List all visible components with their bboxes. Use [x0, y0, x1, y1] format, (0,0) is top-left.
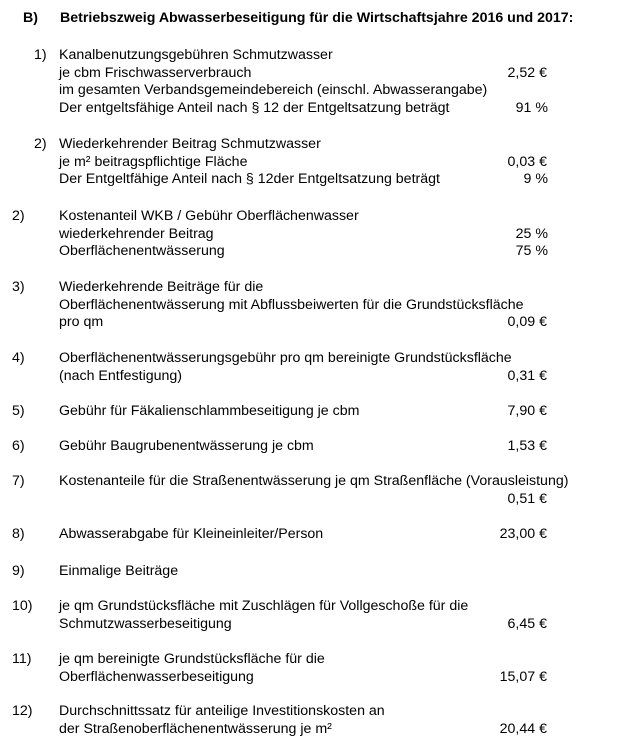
item-description: Durchschnittssatz für anteilige Investitionskosten an [59, 703, 385, 719]
item-line [59, 491, 633, 508]
item-line [59, 100, 633, 117]
item-value: 0,03 € [507, 153, 547, 170]
item-line [59, 65, 633, 82]
item-line [59, 703, 633, 720]
item-number: 6) [12, 438, 25, 454]
item-description: Wiederkehrende Beiträge für die [59, 279, 264, 295]
item-value: 1,53 € [507, 438, 547, 454]
item-line [59, 473, 633, 490]
item-description: Gebühr Baugrubenentwässerung je cbm [59, 438, 314, 454]
item-line [59, 171, 633, 188]
item-line [59, 226, 633, 243]
item-value: 15,07 € [499, 668, 547, 685]
item-number: 8) [12, 526, 25, 542]
item-line [59, 598, 633, 615]
item-value: 0,31 € [507, 367, 547, 384]
item-description: Oberflächenwasserbeseitigung [59, 668, 254, 685]
item-number: 1) [34, 47, 47, 63]
item-value: 25 % [515, 225, 548, 242]
item-line [59, 669, 633, 686]
item-number: 4) [12, 350, 25, 366]
item-line [59, 314, 633, 331]
item-number: 12) [12, 703, 33, 719]
item-line [59, 154, 633, 171]
item-line [59, 563, 633, 580]
item-line [59, 297, 633, 314]
item-description: Abwasserabgabe für Kleineinleiter/Person [59, 526, 324, 542]
item-line [59, 526, 633, 543]
item-description: (nach Entfestigung) [59, 367, 183, 384]
item-value: 0,09 € [507, 314, 547, 330]
item-line [59, 47, 633, 64]
item-description: pro qm [59, 314, 104, 330]
section-letter: B) [23, 10, 38, 26]
item-description: Wiederkehrender Beitrag Schmutzwasser [59, 136, 321, 152]
item-description: Kostenanteil WKB / Gebühr Oberflächenwasser [59, 208, 359, 224]
item-description: im gesamten Verbandsgemeindebereich (einschl. Abwasserangabe) [59, 82, 488, 98]
item-description: Kostenanteile für die Straßenentwässerung je qm Straßenfläche (Vorausleistung) [59, 473, 569, 489]
item-description: Einmalige Beiträge [59, 563, 179, 579]
item-number: 10) [12, 598, 33, 614]
item-value: 91 % [515, 99, 548, 116]
item-line [59, 136, 633, 153]
item-number: 9) [12, 563, 25, 579]
item-number: 11) [12, 651, 32, 667]
item-line [59, 616, 633, 633]
item-line [59, 368, 633, 385]
item-value: 75 % [515, 243, 548, 259]
section-title: Betriebszweig Abwasserbeseitigung für die Wirtschaftsjahre 2016 und 2017: [60, 10, 574, 26]
item-line [59, 279, 633, 296]
item-value: 0,51 € [507, 490, 547, 507]
item-line [59, 208, 633, 225]
item-value: 2,52 € [507, 64, 547, 81]
item-description: Oberflächenentwässerung mit Abflussbeiwerten für die Grundstücksfläche [59, 296, 524, 313]
item-description: je qm Grundstücksfläche mit Zuschlägen für Vollgeschoße für die [59, 598, 469, 614]
item-line [59, 721, 633, 738]
item-number: 7) [12, 473, 25, 489]
item-line [59, 350, 633, 367]
item-line [59, 651, 633, 668]
item-line [59, 243, 633, 260]
item-description: Schmutzwasserbeseitigung [59, 615, 232, 632]
item-description: der Straßenoberflächenentwässerung je m² [59, 720, 332, 737]
item-description: je cbm Frischwasserverbrauch [59, 64, 252, 81]
item-number: 2) [12, 208, 25, 224]
item-description: Der entgeltsfähige Anteil nach § 12 der Entgeltsatzung beträgt [59, 99, 450, 116]
item-description: Der Entgeltfähige Anteil nach § 12der Entgeltsatzung beträgt [59, 171, 440, 187]
item-line [59, 438, 633, 455]
item-value: 23,00 € [499, 526, 547, 542]
item-description: Oberflächenentwässerungsgebühr pro qm bereinigte Grundstücksfläche [59, 350, 512, 366]
item-description: wiederkehrender Beitrag [59, 225, 214, 242]
item-line [59, 403, 633, 420]
item-line [59, 82, 633, 99]
item-number: 2) [34, 136, 47, 152]
item-description: Gebühr für Fäkalienschlammbeseitigung je cbm [59, 403, 360, 419]
item-number: 3) [12, 279, 25, 295]
item-description: Oberflächenentwässerung [59, 243, 225, 259]
item-value: 7,90 € [507, 403, 547, 419]
item-value: 6,45 € [507, 615, 547, 632]
item-number: 5) [12, 403, 25, 419]
item-value: 20,44 € [499, 720, 547, 737]
item-description: je m² beitragspflichtige Fläche [59, 153, 248, 170]
item-value: 9 % [523, 171, 548, 187]
item-description: Kanalbenutzungsgebühren Schmutzwasser [59, 47, 333, 63]
item-description: je qm bereinigte Grundstücksfläche für die [59, 651, 325, 667]
